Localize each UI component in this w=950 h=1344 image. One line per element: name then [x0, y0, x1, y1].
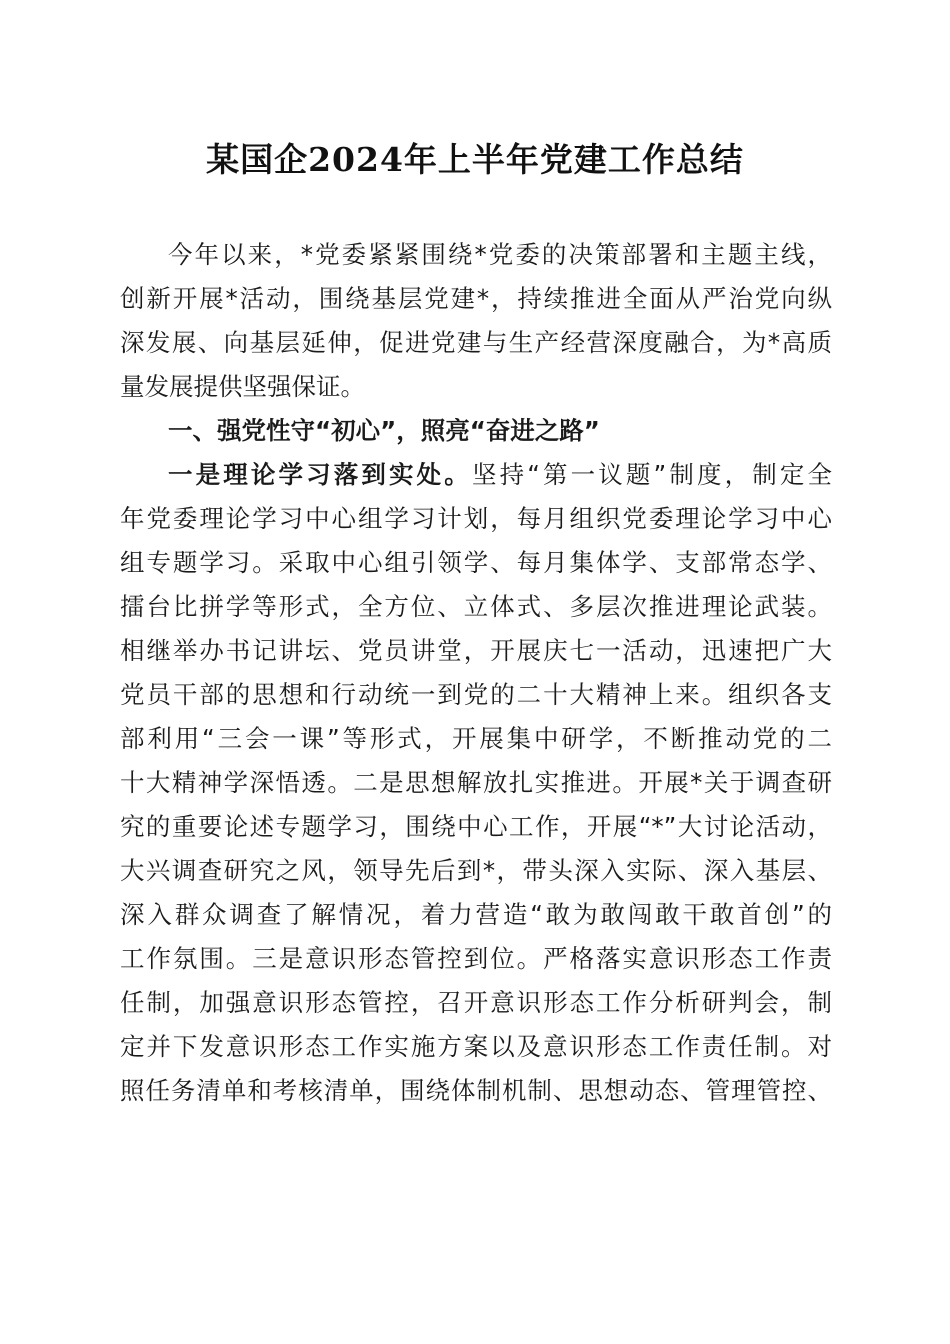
- intro-line-2: 创新开展*活动，围绕基层党建*，持续推进全面从严治党向纵: [120, 284, 832, 313]
- section-lead-phrase: 一是理论学习落到实处。: [168, 460, 472, 489]
- section-body-line-3: 组专题学习。采取中心组引领学、每月集体学、支部常态学、: [120, 548, 832, 577]
- section-body-line-1: [168, 454, 832, 496]
- section-body-line-2: 年党委理论学习中心组学习计划，每月组织党委理论学习中心: [120, 504, 832, 533]
- section-body-line-15: 照任务清单和考核清单，围绕体制机制、思想动态、管理管控、: [120, 1076, 832, 1105]
- section-body-line-4: 擂台比拼学等形式，全方位、立体式、多层次推进理论武装。: [120, 592, 832, 621]
- section-first-line-rest: 坚持“第一议题”制度，制定全: [471, 460, 833, 489]
- section-body-line-11: 深入群众调查了解情况，着力营造“敢为敢闯敢干敢首创”的: [120, 900, 832, 929]
- document-title: 某国企2024年上半年党建工作总结: [206, 140, 744, 179]
- intro-line-3: 深发展、向基层延伸，促进党建与生产经营深度融合，为*高质: [120, 328, 832, 357]
- section-body-line-14: 定并下发意识形态工作实施方案以及意识形态工作责任制。对: [120, 1032, 832, 1061]
- section-body-line-9: 究的重要论述专题学习，围绕中心工作，开展“*”大讨论活动，: [120, 812, 832, 841]
- section-body-line-8: 十大精神学深悟透。二是思想解放扎实推进。开展*关于调查研: [120, 768, 832, 797]
- section-body-line-6: 党员干部的思想和行动统一到党的二十大精神上来。组织各支: [120, 680, 832, 709]
- section-body-line-12: 工作氛围。三是意识形态管控到位。严格落实意识形态工作责: [120, 944, 832, 973]
- section-body-line-5: 相继举办书记讲坛、党员讲堂，开展庆七一活动，迅速把广大: [120, 636, 832, 665]
- intro-line-1: 今年以来，*党委紧紧围绕*党委的决策部署和主题主线，: [168, 240, 832, 269]
- section-body-line-13: 任制，加强意识形态管控，召开意识形态工作分析研判会，制: [120, 988, 832, 1017]
- section-body-line-10: 大兴调查研究之风，领导先后到*，带头深入实际、深入基层、: [120, 856, 832, 885]
- intro-line-4: 量发展提供坚强保证。: [120, 372, 365, 401]
- section-body-line-7: 部利用“三会一课”等形式，开展集中研学，不断推动党的二: [120, 724, 832, 753]
- section-heading: 一、强党性守“初心”，照亮“奋进之路”: [168, 416, 600, 445]
